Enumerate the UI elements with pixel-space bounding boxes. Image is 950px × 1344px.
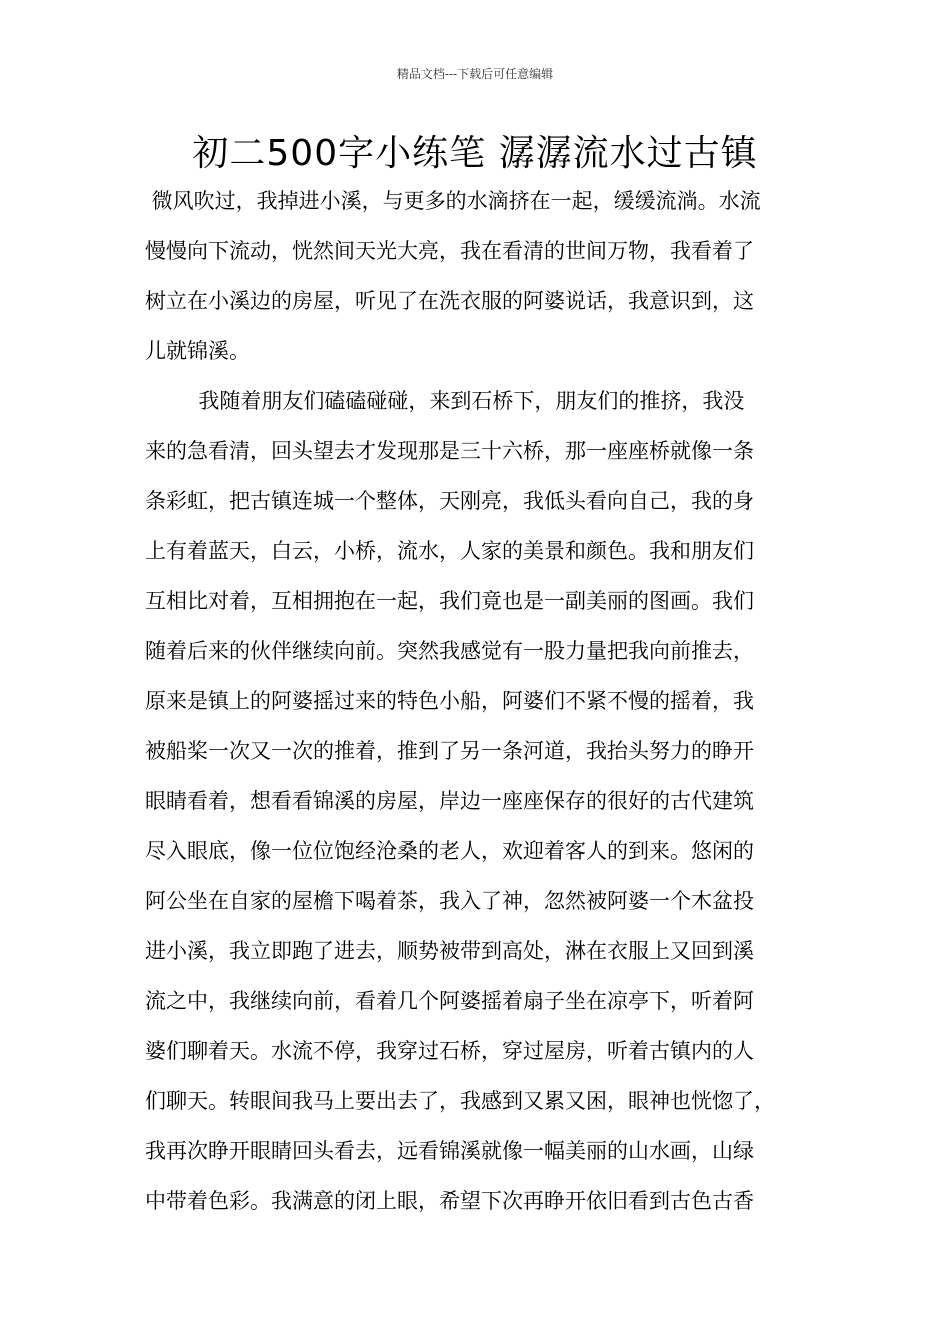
text-line: 尽入眼底，像一位位饱经沧桑的老人，欢迎着客人的到来。悠闲的 [145,839,754,863]
text-line: 原来是镇上的阿婆摇过来的特色小船，阿婆们不紧不慢的摇着，我 [145,689,754,713]
text-line: 儿就锦溪。 [145,339,250,363]
paragraph-2 [145,376,825,1226]
text-line: 婆们聊着天。水流不停，我穿过石桥，穿过屋房，听着古镇内的人 [145,1039,754,1063]
text-line: 互相比对着，互相拥抱在一起，我们竟也是一副美丽的图画。我们 [145,589,754,613]
text-line: 随着后来的伙伴继续向前。突然我感觉有一股力量把我向前推去， [145,639,754,663]
text-line: 条彩虹，把古镇连城一个整体，天刚亮，我低头看向自己，我的身 [145,489,754,513]
text-line: 们聊天。转眼间我马上要出去了，我感到又累又困，眼神也恍惚了， [145,1089,775,1113]
text-line: 树立在小溪边的房屋，听见了在洗衣服的阿婆说话，我意识到，这 [145,289,754,313]
text-line: 来的急看清，回头望去才发现那是三十六桥，那一座座桥就像一条 [145,439,754,463]
article-title: 初二500字小练笔 潺潺流水过古镇 [192,133,758,174]
text-line: 阿公坐在自家的屋檐下喝着茶，我入了神，忽然被阿婆一个木盆投 [145,889,754,913]
text-line: 我随着朋友们磕磕碰碰，来到石桥下，朋友们的推挤，我没 [145,389,745,413]
text-line: 慢慢向下流动，恍然间天光大亮，我在看清的世间万物，我看着了 [145,239,754,263]
text-line: 微风吹过，我掉进小溪，与更多的水滴挤在一起，缓缓流淌。水流 [145,189,761,213]
text-line: 中带着色彩。我满意的闭上眼，希望下次再睁开依旧看到古色古香 [145,1189,754,1213]
text-line: 流之中，我继续向前，看着几个阿婆摇着扇子坐在凉亭下，听着阿 [145,989,754,1013]
page-header: 精品文档---下载后可任意编辑 [396,67,554,81]
text-line: 被船桨一次又一次的推着，推到了另一条河道，我抬头努力的睁开 [145,739,754,763]
text-line: 进小溪，我立即跑了进去，顺势被带到高处，淋在衣服上又回到溪 [145,939,754,963]
text-line: 上有着蓝天，白云，小桥，流水，人家的美景和颜色。我和朋友们 [145,539,754,563]
text-line: 我再次睁开眼睛回头看去，远看锦溪就像一幅美丽的山水画，山绿 [145,1139,754,1163]
paragraph-1 [145,176,825,376]
text-line: 眼睛看着，想看看锦溪的房屋，岸边一座座保存的很好的古代建筑 [145,789,754,813]
